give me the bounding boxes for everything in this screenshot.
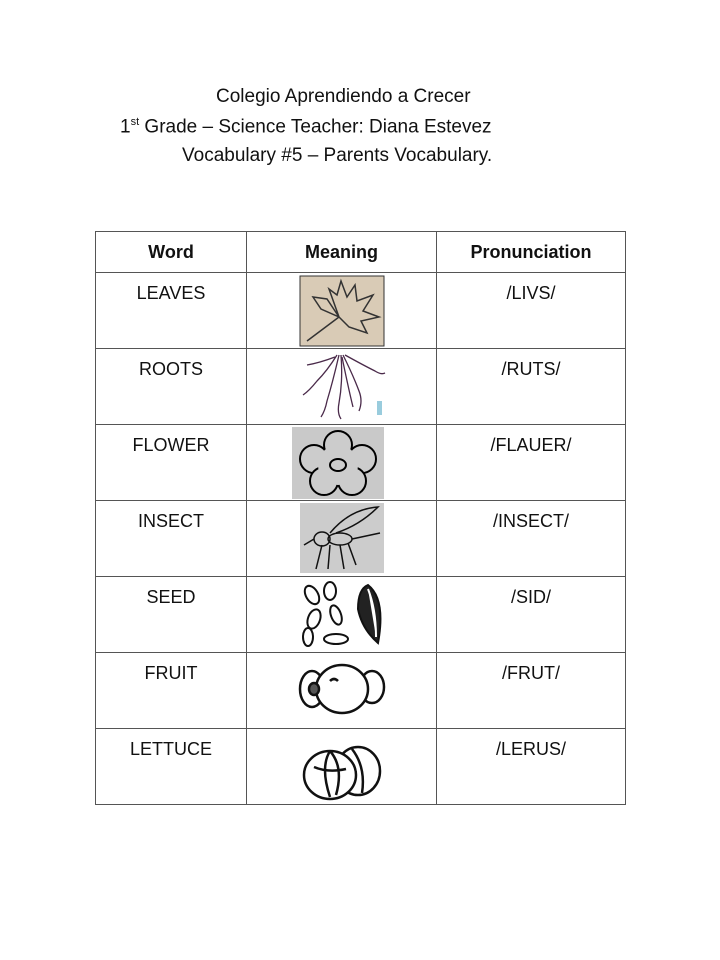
pronunciation-cell: /RUTS/ [437,349,626,425]
word-cell: LETTUCE [96,729,247,805]
leaf-icon [299,275,385,347]
seed-icon [296,579,388,651]
grade-teacher: Grade – Science Teacher: Diana Estevez [139,116,492,138]
table-row [96,501,626,577]
grade-line [120,116,492,138]
pronunciation-cell: /INSECT/ [437,501,626,577]
vocab-title: Vocabulary #5 – Parents Vocabulary. [182,145,493,166]
flower-icon [292,427,384,499]
table-header-row [96,232,626,273]
pronunciation-cell: /LERUS/ [437,729,626,805]
word-cell: ROOTS [96,349,247,425]
word-cell: SEED [96,577,247,653]
table-row [96,425,626,501]
meaning-cell [247,273,437,349]
meaning-cell [247,425,437,501]
header-pronunciation: Pronunciation [437,232,626,273]
meaning-cell [247,653,437,729]
vocabulary-table [95,231,626,805]
word-cell: INSECT [96,501,247,577]
table-row [96,349,626,425]
lettuce-icon [300,737,384,803]
roots-icon [297,351,387,421]
pronunciation-cell: /FLAUER/ [437,425,626,501]
header-word: Word [96,232,247,273]
word-cell: FRUIT [96,653,247,729]
school-name: Colegio Aprendiendo a Crecer [216,86,471,107]
meaning-cell [247,729,437,805]
meaning-cell [247,577,437,653]
table-row [96,653,626,729]
grade-number: 1 [120,116,131,138]
pronunciation-cell: /FRUT/ [437,653,626,729]
pronunciation-cell: /SID/ [437,577,626,653]
word-cell: FLOWER [96,425,247,501]
pronunciation-cell: /LIVS/ [437,273,626,349]
meaning-cell [247,501,437,577]
table-row [96,273,626,349]
header-meaning: Meaning [247,232,437,273]
table-row [96,577,626,653]
table-row [96,729,626,805]
fruit-icon [296,655,388,721]
grade-suffix: st [130,116,140,128]
meaning-cell [247,349,437,425]
insect-icon [300,503,384,573]
word-cell: LEAVES [96,273,247,349]
